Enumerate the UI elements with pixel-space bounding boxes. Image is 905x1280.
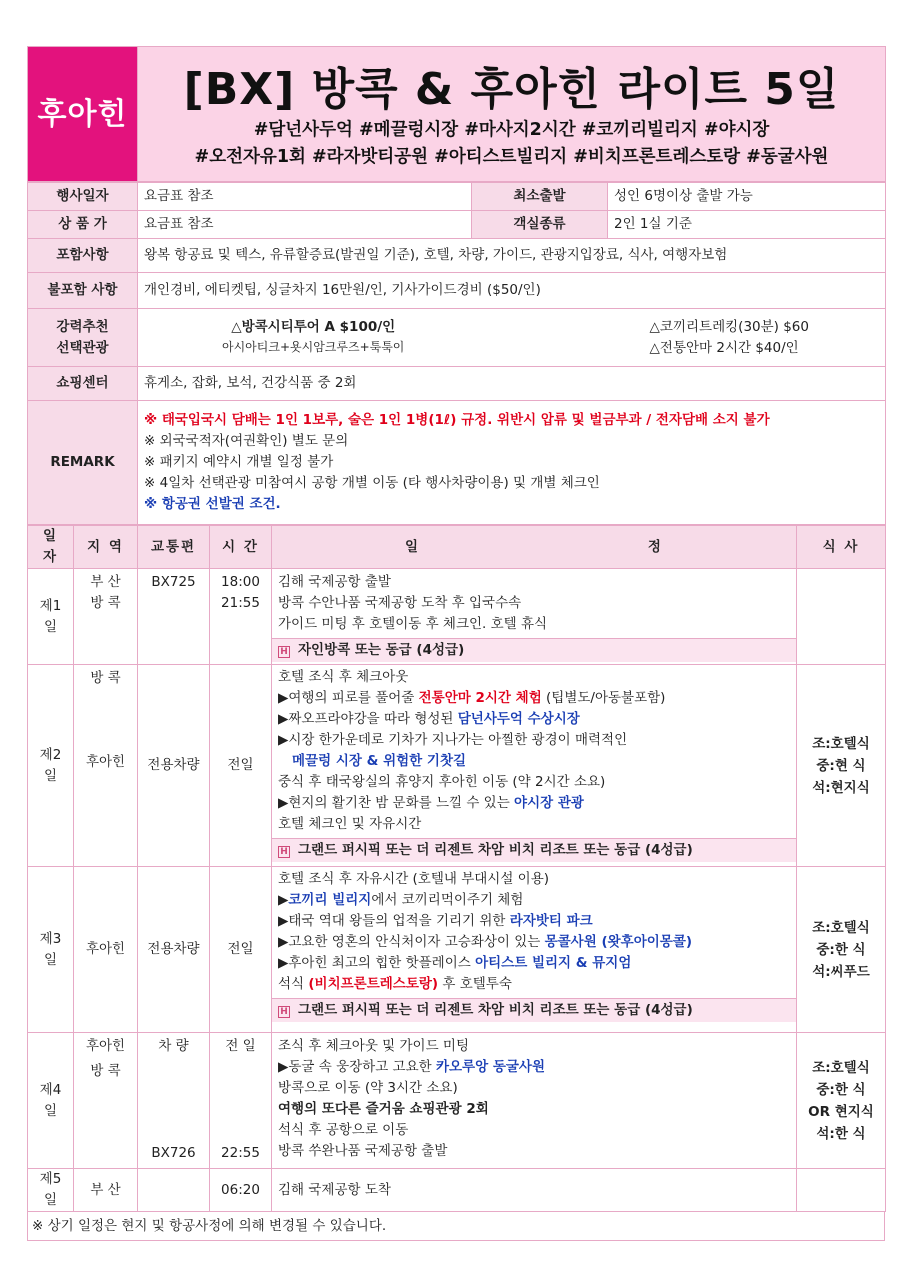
day4-schedule	[272, 1033, 797, 1169]
day4-line-2	[278, 1057, 790, 1078]
day3-artist-village: 아티스트 빌리지 & 뮤지엄	[475, 955, 632, 971]
day3-line-2	[278, 890, 790, 911]
optional-tour-1-detail: 아시아티크+욧시암크루즈+툭툭이	[222, 339, 405, 354]
day1-meal	[797, 569, 886, 665]
day5-region: 부 산	[74, 1169, 138, 1212]
day4-row	[28, 1033, 886, 1169]
day2-line-5: 메끌렁 시장 & 위험한 기찻길	[292, 753, 467, 769]
day2-hotel-name: 그랜드 퍼시픽 또는 더 리젠트 차암 비치 리조트 또는 동급 (4성급)	[298, 842, 693, 858]
excluded-label: 불포함 사항	[28, 273, 138, 309]
day2-night-market: 야시장 관광	[514, 795, 584, 811]
itinerary-page	[27, 46, 885, 1241]
day4-transport-2: BX726	[151, 1145, 196, 1161]
day3-line-3a: ▶태국 역대 왕들의 업적을 기리기 위한	[278, 913, 510, 929]
day3-dinner: 석:씨푸드	[812, 963, 870, 980]
day2-time: 전일	[210, 665, 272, 867]
day2-schedule	[272, 665, 797, 867]
title-block	[138, 47, 886, 182]
day2-line-4: ▶시장 한가운데로 기차가 지나가는 아찔한 광경이 매력적인	[278, 732, 628, 748]
day1-time	[210, 569, 272, 665]
day4-time-2: 22:55	[221, 1145, 260, 1161]
day1-region	[74, 569, 138, 665]
day3-line-2c: 에서 코끼리먹이주기 체험	[371, 892, 524, 908]
day3-line-4	[278, 932, 790, 953]
day2-row	[28, 665, 886, 867]
day3-line-5	[278, 953, 790, 974]
day2-line-1: 호텔 조식 후 체크아웃	[278, 669, 409, 685]
day3-lunch: 중:한 식	[816, 941, 866, 958]
day3-label: 제3일	[28, 867, 74, 1033]
day4-line-1: 조식 후 체크아웃 및 가이드 미팅	[278, 1038, 469, 1054]
col-schedule: 일 정	[272, 526, 797, 569]
col-meal: 식 사	[797, 526, 886, 569]
day3-hotel	[272, 998, 796, 1022]
day4-time	[210, 1033, 272, 1169]
shopping-label: 쇼핑센터	[28, 367, 138, 401]
day4-transport	[138, 1033, 210, 1169]
day4-breakfast: 조:호텔식	[812, 1059, 870, 1076]
day2-region-1: 방 콕	[90, 670, 121, 686]
price-label: 상 품 가	[28, 211, 138, 239]
day3-hotel-name: 그랜드 퍼시픽 또는 더 리젠트 차암 비치 리조트 또는 동급 (4성급)	[298, 1002, 693, 1018]
remark-5: ※ 항공권 선발권 조건.	[144, 496, 281, 512]
day4-lunch: 중:한 식	[816, 1081, 866, 1098]
day3-schedule	[272, 867, 797, 1033]
day2-hotel	[272, 838, 796, 862]
day3-line-1: 호텔 조식 후 자유시간 (호텔내 부대시설 이용)	[278, 871, 550, 887]
day2-line-8: 호텔 체크인 및 자유시간	[278, 816, 422, 832]
day1-region-1: 부 산	[90, 574, 121, 590]
day2-line-6: 중식 후 태국왕실의 휴양지 후아힌 이동 (약 2시간 소요)	[278, 774, 606, 790]
day1-line-2: 방콕 수안나품 국제공항 도착 후 입국수속	[278, 595, 522, 611]
day4-dinner: 석:한 식	[816, 1125, 866, 1142]
day2-line-7a: ▶현지의 활기찬 밤 문화를 느낄 수 있는	[278, 795, 515, 811]
col-region: 지 역	[74, 526, 138, 569]
day5-row	[28, 1169, 886, 1212]
remark-3: ※ 패키지 예약시 개별 일정 불가	[144, 454, 334, 470]
day2-line-3a: ▶짜오프라야강을 따라 형성된	[278, 711, 458, 727]
day4-region-2: 방 콕	[90, 1063, 121, 1079]
day4-line-4: 여행의 또다른 즐거움 쇼핑관광 2회	[278, 1101, 489, 1117]
tags-line-2: #오전자유1회 #라자밧티공원 #아티스트빌리지 #비치프론트레스토랑 #동굴사원	[194, 147, 829, 167]
remark-label: REMARK	[28, 401, 138, 525]
day2-line-2c: (팁별도/아동불포함)	[541, 690, 666, 706]
day5-label: 제5일	[28, 1169, 74, 1212]
day4-line-5: 석식 후 공항으로 이동	[278, 1122, 409, 1138]
day3-rajabhakti-park: 라자밧티 파크	[509, 913, 593, 929]
day4-meal	[797, 1033, 886, 1169]
schedule-table	[27, 525, 886, 1212]
optional-tours	[138, 309, 886, 367]
optional-label-line1: 강력추천	[56, 318, 109, 335]
optional-label-line2: 선택관광	[56, 339, 109, 356]
day3-breakfast: 조:호텔식	[812, 919, 870, 936]
day2-massage: 전통안마 2시간 체험	[418, 690, 542, 706]
day4-region-1: 후아힌	[85, 1038, 126, 1054]
day1-label: 제1일	[28, 569, 74, 665]
info-table	[27, 182, 886, 525]
day3-beachfront-restaurant: (비치프론트레스토랑)	[308, 976, 439, 992]
col-day: 일 자	[28, 526, 74, 569]
day4-line-6: 방콕 쑤완나품 국제공항 출발	[278, 1143, 448, 1159]
hotel-icon: H	[278, 646, 290, 658]
day4-cave-temple: 카오루앙 동굴사원	[435, 1059, 545, 1075]
shopping-value: 휴게소, 잡화, 보석, 건강식품 중 2회	[138, 367, 886, 401]
day5-schedule: 김해 국제공항 도착	[272, 1169, 797, 1212]
day3-line-5a: ▶후아힌 최고의 힙한 핫플레이스	[278, 955, 476, 971]
day2-breakfast: 조:호텔식	[812, 735, 870, 752]
day4-line-2a: ▶동굴 속 웅장하고 고요한	[278, 1059, 436, 1075]
day2-floating-market: 담넌사두억 수상시장	[457, 711, 580, 727]
page-title: [BX] 방콕 & 후아힌 라이트 5일	[183, 64, 840, 115]
day4-region	[74, 1033, 138, 1169]
day2-line-3	[278, 709, 790, 730]
optional-tour-1: △방콕시티투어 A $100/인	[231, 318, 396, 335]
brand-label: 후아힌	[28, 47, 138, 182]
day1-hotel	[272, 638, 796, 662]
tags-line-1: #담넌사두억 #메끌렁시장 #마사지2시간 #코끼리빌리지 #야시장	[253, 120, 770, 140]
day2-line-2a: ▶여행의 피로를 풀어줄	[278, 690, 419, 706]
optional-tour-2: △코끼리트레킹(30분) $60	[649, 318, 809, 335]
date-value: 요금표 참조	[138, 183, 472, 211]
day1-line-3: 가이드 미팅 후 호텔이동 후 체크인. 호텔 휴식	[278, 616, 548, 632]
day3-meal	[797, 867, 886, 1033]
day2-label: 제2일	[28, 665, 74, 867]
day3-line-6c: 후 호텔투숙	[438, 976, 512, 992]
day3-region: 후아힌	[74, 867, 138, 1033]
day1-hotel-name: 자인방콕 또는 동급 (4성급)	[298, 642, 465, 658]
day3-line-4a: ▶고요한 영혼의 안식처이자 고승좌상이 있는	[278, 934, 545, 950]
remark-4: ※ 4일차 선택관광 미참여시 공항 개별 이동 (타 행사차량이용) 및 개별 체크인	[144, 475, 600, 491]
min-departure-value: 성인 6명이상 출발 가능	[608, 183, 886, 211]
day3-row	[28, 867, 886, 1033]
day1-time-2: 21:55	[221, 595, 260, 611]
day2-line-2	[278, 688, 790, 709]
day1-time-1: 18:00	[221, 574, 260, 590]
day2-meal	[797, 665, 886, 867]
day5-transport	[138, 1169, 210, 1212]
day3-elephant-village: 코끼리 빌리지	[288, 892, 372, 908]
day2-transport: 전용차량	[138, 665, 210, 867]
remark-1: ※ 태국입국시 담배는 1인 1보루, 술은 1인 1병(1ℓ) 규정. 위반시 압류 및 벌금부과 / 전자담배 소지 불가	[144, 412, 770, 428]
excluded-value: 개인경비, 에티켓팁, 싱글차지 16만원/인, 기사가이드경비 ($50/인)	[138, 273, 886, 309]
room-value: 2인 1실 기준	[608, 211, 886, 239]
day2-line-7	[278, 793, 790, 814]
day3-line-6	[278, 974, 790, 995]
day1-line-1: 김해 국제공항 출발	[278, 574, 391, 590]
day3-line-6a: 석식	[278, 976, 309, 992]
day3-transport: 전용차량	[138, 867, 210, 1033]
hotel-icon: H	[278, 846, 290, 858]
remark-2: ※ 외국국적자(여권확인) 별도 문의	[144, 433, 349, 449]
col-transport: 교통편	[138, 526, 210, 569]
room-label: 객실종류	[472, 211, 608, 239]
header-table	[27, 46, 886, 182]
footer-note: ※ 상기 일정은 현지 및 항공사정에 의해 변경될 수 있습니다.	[27, 1212, 885, 1241]
day2-region-2: 후아힌	[85, 754, 126, 770]
day2-region	[74, 665, 138, 867]
price-value: 요금표 참조	[138, 211, 472, 239]
remark-block	[138, 401, 886, 525]
day3-line-2a: ▶	[278, 892, 289, 908]
hotel-icon: H	[278, 1006, 290, 1018]
day1-schedule	[272, 569, 797, 665]
day4-transport-1: 차 량	[158, 1038, 189, 1054]
day4-label: 제4일	[28, 1033, 74, 1169]
day4-time-1: 전 일	[225, 1038, 256, 1054]
day1-row	[28, 569, 886, 665]
min-departure-label: 최소출발	[472, 183, 608, 211]
included-label: 포함사항	[28, 239, 138, 273]
day4-line-3: 방콕으로 이동 (약 3시간 소요)	[278, 1080, 458, 1096]
day3-temple: 몽콜사원 (왓후아이몽콜)	[544, 934, 693, 950]
included-value: 왕복 항공료 및 텍스, 유류할증료(발권일 기준), 호텔, 차량, 가이드, 관광지입장료, 식사, 여행자보험	[138, 239, 886, 273]
optional-tour-3: △전통안마 2시간 $40/인	[649, 339, 799, 356]
day2-lunch: 중:현 식	[816, 757, 866, 774]
day2-dinner: 석:현지식	[812, 779, 870, 796]
day5-time: 06:20	[210, 1169, 272, 1212]
optional-tour-label	[28, 309, 138, 367]
day1-region-2: 방 콕	[90, 595, 121, 611]
day5-meal	[797, 1169, 886, 1212]
date-label: 행사일자	[28, 183, 138, 211]
day1-transport: BX725	[138, 569, 210, 665]
day3-time: 전일	[210, 867, 272, 1033]
day4-lunch-alt: OR 현지식	[808, 1103, 874, 1120]
col-time: 시 간	[210, 526, 272, 569]
day3-line-3	[278, 911, 790, 932]
